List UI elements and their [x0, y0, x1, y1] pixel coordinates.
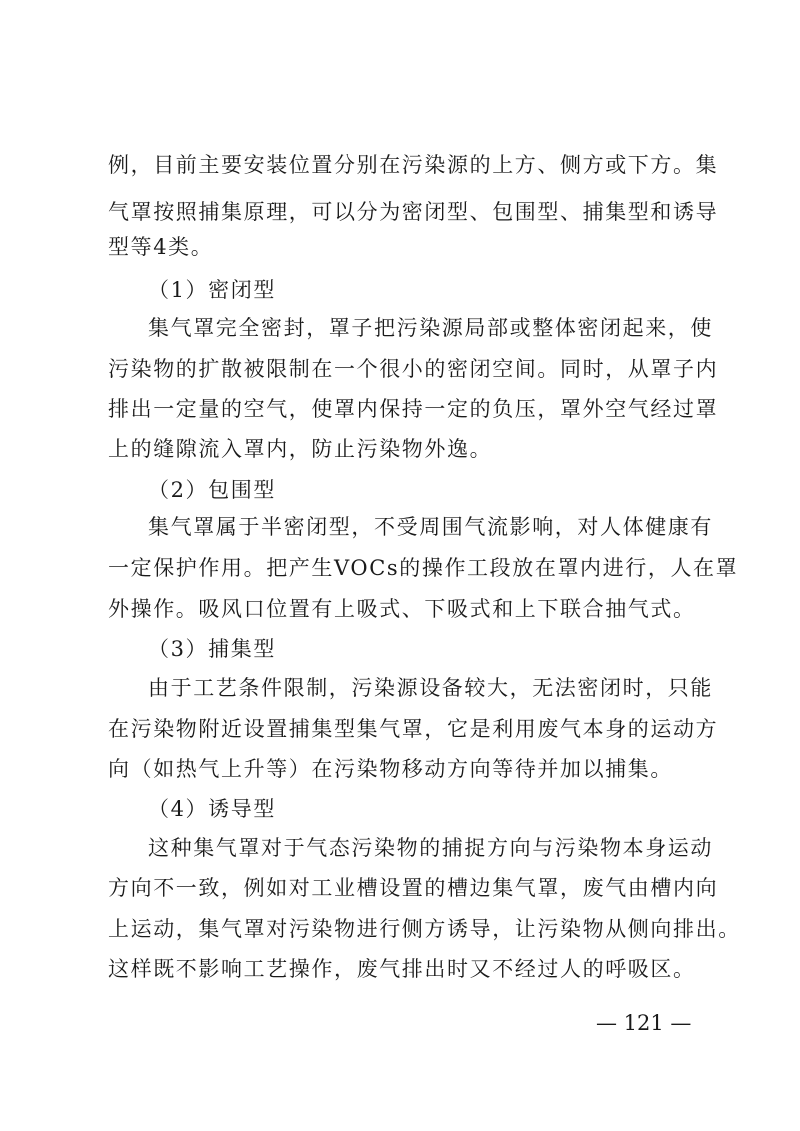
text-line: 这样既不影响工艺操作，废气排出时又不经过人的呼吸区。: [108, 957, 696, 981]
text-line: 上的缝隙流入罩内，防止污染物外逸。: [108, 437, 493, 461]
section-heading: （4）诱导型: [148, 797, 276, 821]
text-line: 型等4类。: [108, 235, 214, 259]
text-line: 方向不一致，例如对工业槽设置的槽边集气罩，废气由槽内向: [108, 876, 719, 900]
text-line: 一定保护作用。把产生VOCs的操作工段放在罩内进行，人在罩: [108, 556, 739, 580]
text-line: 污染物的扩散被限制在一个很小的密闭空间。同时，从罩子内: [108, 357, 719, 381]
text-line: 向（如热气上升等）在污染物移动方向等待并加以捕集。: [108, 757, 673, 781]
text-line: 外操作。吸风口位置有上吸式、下吸式和上下联合抽气式。: [108, 597, 696, 621]
text-line: 例，目前主要安装位置分别在污染源的上方、侧方或下方。集: [108, 153, 719, 177]
text-line: 集气罩属于半密闭型，不受周围气流影响，对人体健康有: [148, 515, 713, 539]
text-line: 排出一定量的空气，使罩内保持一定的负压，罩外空气经过罩: [108, 397, 719, 421]
text-line: 由于工艺条件限制，污染源设备较大，无法密闭时，只能: [148, 676, 713, 700]
text-line: 在污染物附近设置捕集型集气罩，它是利用废气本身的运动方: [108, 717, 719, 741]
text-line: 集气罩完全密封，罩子把污染源局部或整体密闭起来，使: [148, 316, 713, 340]
section-heading: （3）捕集型: [148, 637, 276, 661]
text-line: 上运动，集气罩对污染物进行侧方诱导，让污染物从侧向排出。: [108, 917, 741, 941]
text-line: 气罩按照捕集原理，可以分为密闭型、包围型、捕集型和诱导: [108, 200, 719, 224]
section-heading: （1）密闭型: [148, 278, 276, 302]
page-number: — 121 —: [596, 1011, 692, 1035]
text-line: 这种集气罩对于气态污染物的捕捉方向与污染物本身运动: [148, 836, 713, 860]
section-heading: （2）包围型: [148, 478, 276, 502]
